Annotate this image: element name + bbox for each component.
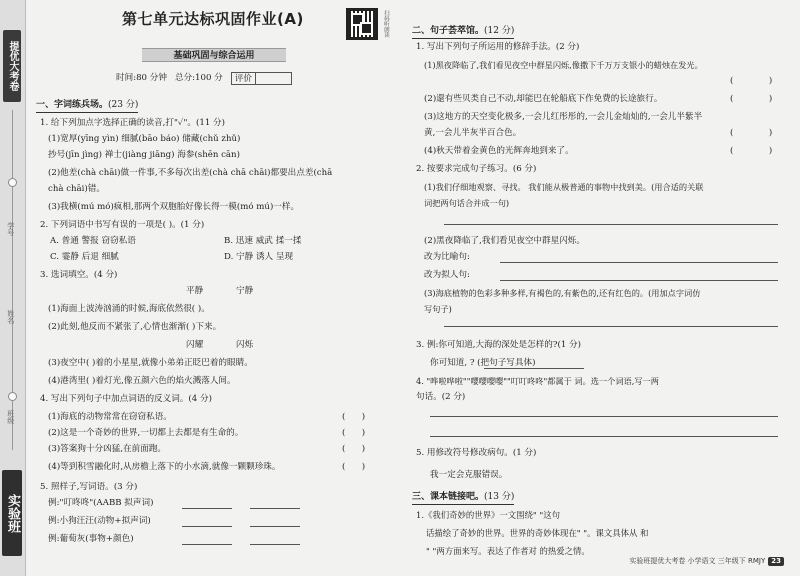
binding-strip: [0, 0, 26, 576]
q4-row: (3)答案狗十分凶猛,在前面跑。: [48, 444, 167, 454]
brand-logo-bottom: 实验班: [2, 470, 22, 556]
r-q2-row: (1)我们仔细地观察、寻找。 我们能从极普通的事物中找到美。(用合适的关联: [424, 182, 704, 192]
r-q2-row: 改为拟人句:: [424, 270, 470, 280]
page-number: 23: [768, 557, 784, 566]
answer-paren: ( ): [342, 412, 366, 422]
answer-line[interactable]: [182, 544, 232, 545]
answer-paren: ( ): [342, 428, 366, 438]
r-question-5-title: 5. 用修改符号修改病句。(1 分): [416, 448, 537, 458]
page-footer: [629, 557, 784, 566]
r-q1-row: 黄,一会儿半灰半百合色。: [424, 128, 522, 138]
section-2-title: [412, 26, 514, 39]
q3-word-choice: 闪烁: [236, 340, 254, 350]
r-q2-row: 写句子): [424, 304, 452, 314]
c1-row: 1.《我们奇妙的世界》一文围绕" "这句: [416, 510, 560, 520]
answer-line[interactable]: [250, 526, 300, 527]
score-label: 评价: [234, 74, 252, 84]
page-title: 第七单元达标巩固作业(A): [122, 10, 304, 28]
q4-row: (2)这是一个奇妙的世界,一切都上去都是有生命的。: [48, 428, 244, 438]
c1-row: 话描绘了奇妙的世界。世界的奇妙体现在" "。课文具体从 和: [426, 528, 649, 538]
answer-line[interactable]: [250, 508, 300, 509]
c1-row: " "两方面来写。表达了作者对 的热爱之情。: [426, 546, 590, 556]
r-q5-sentence: 我一定会克服错误。: [430, 470, 508, 480]
q3-sentence: (4)港湾里( )着灯光,像五颜六色的焰火溅落人间。: [48, 376, 236, 386]
qr-caption: 扫码听朗读: [382, 10, 389, 38]
score-input[interactable]: [255, 73, 291, 84]
q2-option-b[interactable]: B. 迅速 威武 揉一揉: [224, 236, 302, 246]
section-1-label: 一、字词练兵场。: [36, 100, 109, 110]
brand-logo-top: 提优大考卷: [3, 30, 21, 102]
question-5-title: 5. 照样子,写词语。(3 分): [40, 482, 138, 492]
section-2-label: 二、句子荟萃馆。: [412, 26, 485, 36]
answer-line[interactable]: [182, 526, 232, 527]
q3-sentence: (1)海面上波涛汹涌的时候,海底依然很( )。: [48, 304, 210, 314]
answer-line[interactable]: [250, 544, 300, 545]
q1-row: chà chāi)错。: [48, 184, 105, 194]
r-q2-row: 词把两句话合并成一句): [424, 198, 510, 208]
r-question-4-title-cont: 句话。(2 分): [416, 392, 466, 402]
q5-row: 例:小狗汪汪(动物+拟声词): [48, 516, 151, 526]
question-3-title: 3. 选词填空。(4 分): [40, 270, 118, 280]
r-q1-row: (2)還有些贝类自己不动,却能巴在轮船底下作免费的长途旅行。: [424, 94, 663, 104]
score-box: [231, 72, 292, 85]
binding-hole: [8, 178, 17, 187]
q4-row: (4)等到积雪融化时,从房檐上落下的小水滴,就像一颗颗珍珠。: [48, 462, 281, 472]
section-3-title: [412, 492, 514, 505]
answer-line[interactable]: [182, 508, 232, 509]
section-3-points: (13 分): [484, 492, 515, 502]
r-q1-row: (4)秋天带着金黄色的光辉奔地到来了。: [424, 146, 574, 156]
q5-row: 例:"叮咚咚"(AABB 拟声词): [48, 498, 154, 508]
q2-option-a[interactable]: A. 普通 警报 窃窃私语: [50, 236, 136, 246]
r-question-3-title: 3. 例:你可知道,大海的深处是怎样的?(1 分): [416, 340, 581, 350]
footer-text: 实验班提优大考卷 小学语文 三年级下 RMJY: [629, 557, 766, 566]
answer-line[interactable]: [484, 368, 584, 369]
section-banner: 基础巩固与综合运用: [142, 48, 286, 62]
section-1-points: (23 分): [108, 100, 139, 110]
section-2-points: (12 分): [484, 26, 515, 36]
section-3-label: 三、课本链接吧。: [412, 492, 485, 502]
exam-info: [116, 72, 292, 85]
q3-word-choice: 闪耀: [186, 340, 204, 350]
q3-word-choice: 平静: [186, 286, 204, 296]
right-page: [412, 8, 790, 568]
student-name-field: 姓名: [6, 310, 15, 324]
question-2-title: 2. 下列词语中书写有误的一项是( )。(1 分): [40, 220, 205, 230]
answer-line[interactable]: [500, 262, 778, 263]
r-question-1-title: 1. 写出下列句子所运用的修辞手法。(2 分): [416, 42, 580, 52]
r-q1-row: (3)这地方的天空变化极多,一会儿红彤彤的,一会儿金灿灿的,一会儿半紫半: [424, 112, 703, 122]
q1-row: (2)他差(chà chāi)做一件事,不多每次出差(chà chā chāi)都要出点差(chā: [48, 168, 333, 178]
r-question-2-title: 2. 按要求完成句子练习。(6 分): [416, 164, 537, 174]
q1-row: (1)宽厚(yīng yìn) 细腻(bāo báo) 储藏(chǔ zhǔ): [48, 134, 241, 144]
r-q1-row: (1)黑夜降临了,我们看见夜空中群星闪烁,像撒下千万万支银小的蜡烛在发光。: [424, 60, 703, 70]
q3-sentence: (2)此刻,他反而不紧张了,心情也渐渐( )下来。: [48, 322, 222, 332]
left-page: [36, 8, 394, 568]
r-q3-line: 你可知道, ? (把句子写具体): [430, 358, 536, 368]
q3-word-choice: 宁静: [236, 286, 254, 296]
answer-line[interactable]: [444, 326, 778, 327]
answer-line[interactable]: [430, 416, 778, 417]
answer-line[interactable]: [430, 436, 778, 437]
time-label: 时间:80 分钟: [116, 73, 167, 84]
r-q2-row: 改为比喻句:: [424, 252, 470, 262]
answer-paren: ( ): [730, 76, 773, 86]
q3-sentence: (3)夜空中( )着的小星星,就像小弟弟正眨巴着的眼睛。: [48, 358, 253, 368]
r-question-4-title: 4. "哗啦哗啦""嘤嘤嘤嘤""叮叮咚咚"都属于 词。选一个词语,写一两: [416, 376, 659, 386]
binding-hole: [8, 392, 17, 401]
section-1-title: [36, 100, 138, 113]
question-1-title: 1. 给下列加点字选择正确的读音,打"✓"。(11 分): [40, 118, 225, 128]
answer-line[interactable]: [444, 224, 778, 225]
class-field: 班级: [6, 410, 15, 424]
q1-row: (3)我横(mú mó)疯相,那两个双胞胎好像长得一模(mó mú)一样。: [48, 202, 300, 212]
q5-row: 例:葡萄灰(事物+颜色): [48, 534, 134, 544]
answer-paren: ( ): [730, 94, 773, 104]
q2-option-d[interactable]: D. 宁静 诱人 呈现: [224, 252, 294, 262]
answer-paren: ( ): [730, 146, 773, 156]
r-q2-row: (3)海底植物的色彩多种多样,有褐色的,有紫色的,还有红色的。(用加点字词仿: [424, 288, 701, 298]
total-label: 总分:100 分: [174, 73, 223, 84]
answer-paren: ( ): [730, 128, 773, 138]
r-q2-row: (2)黑夜降临了,我们看见夜空中群星闪烁。: [424, 236, 585, 246]
answer-paren: ( ): [342, 462, 366, 472]
answer-paren: ( ): [342, 444, 366, 454]
qr-code: [346, 8, 378, 40]
answer-line[interactable]: [500, 280, 778, 281]
q4-row: (1)海底的动物常常在窃窃私语。: [48, 412, 172, 422]
q1-row: 抄号(jīn jìng) 禅士(jiàng jiāng) 海参(shēn cān): [48, 150, 240, 160]
q2-option-c[interactable]: C. 霎静 后退 细腻: [50, 252, 119, 262]
question-4-title: 4. 写出下列句子中加点词语的反义词。(4 分): [40, 394, 212, 404]
student-number-field: 学号: [6, 222, 15, 236]
